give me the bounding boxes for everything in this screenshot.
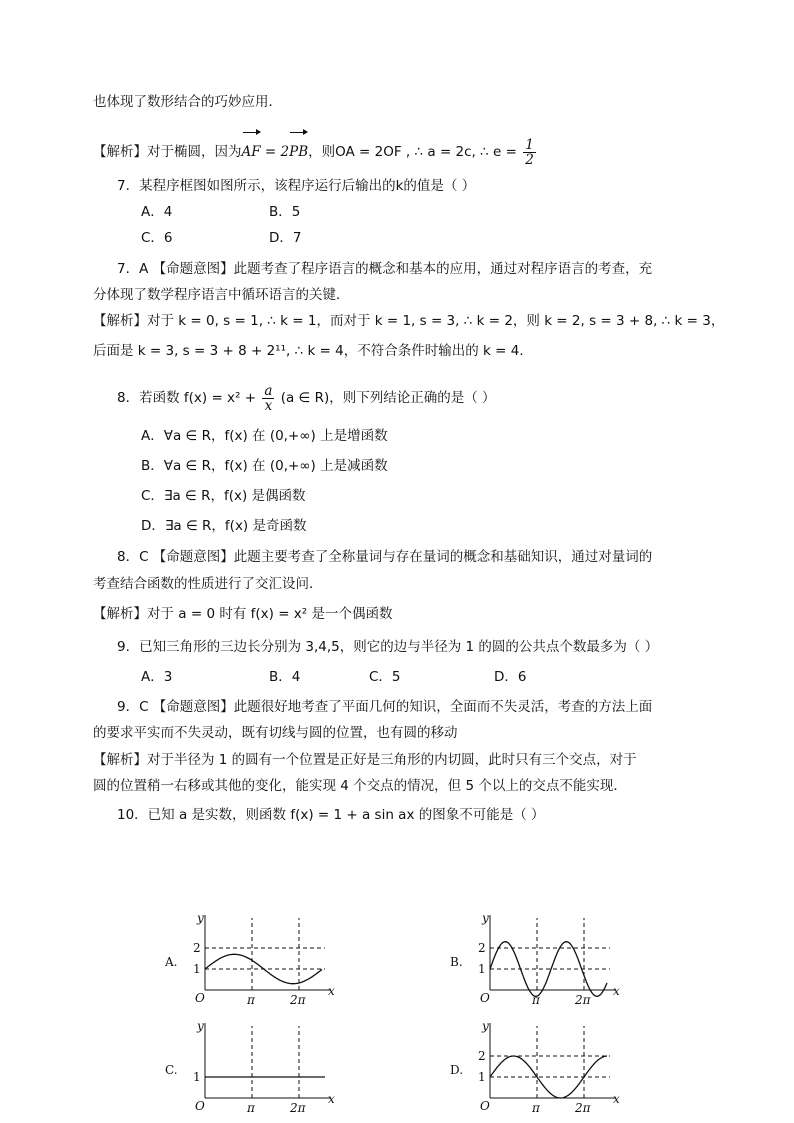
numerator: 1: [525, 136, 534, 153]
x-axis-label: x: [613, 984, 620, 998]
answer-9-analysis-2: 圆的位置稍一右移或其他的变化，能实现 4 个交点的情况，但 5 个以上的交点不能实现．: [93, 778, 627, 794]
origin-label: O: [480, 991, 490, 1005]
q7-option-b: B．5: [269, 204, 301, 220]
q8-option-a: A．∀a ∈ R，f(x) 在 (0,+∞) 上是增函数: [141, 428, 388, 444]
graph-label: A.: [165, 955, 178, 969]
answer-8-analysis: 【解析】对于 a = 0 时有 f(x) = x² 是一个偶函数: [93, 606, 393, 622]
graph-option-c: [160, 1018, 340, 1118]
graph-label: C.: [165, 1063, 178, 1077]
fraction-one-half: [523, 138, 536, 167]
answer-9-analysis-1: 【解析】对于半径为 1 的圆有一个位置是正好是三角形的内切圆，此时只有三个交点，对于: [93, 752, 637, 768]
graph-label: B.: [450, 955, 463, 969]
q8-option-b: B．∀a ∈ R，f(x) 在 (0,+∞) 上是减函数: [141, 458, 388, 474]
denominator: 2: [525, 151, 534, 168]
q8-option-d: D．∃a ∈ R，f(x) 是奇函数: [141, 518, 307, 534]
q7-option-a: A．4: [141, 204, 173, 220]
graph-option-d: [445, 1018, 625, 1118]
fraction-a-over-x: [262, 384, 274, 413]
graph-option-b: [445, 910, 625, 1010]
answer-7-intent-1: 7．A 【命题意图】此题考查了程序语言的概念和基本的应用，通过对程序语言的考查，充: [117, 261, 653, 277]
analysis-ellipse: [93, 132, 538, 172]
tick-label-1: 1: [193, 962, 201, 976]
q9-option-c: C．5: [369, 669, 401, 685]
tick-label-pi: π: [247, 993, 255, 1007]
y-axis-label: y: [482, 911, 489, 925]
answer-8-intent-1: 8．C 【命题意图】此题主要考查了全称量词与存在量词的概念和基础知识，通过对量词的: [117, 549, 653, 565]
tick-label-2pi: 2π: [290, 993, 306, 1007]
q9-option-d: D．6: [494, 669, 527, 685]
denominator: x: [264, 397, 273, 414]
tick-label-pi: π: [532, 993, 540, 1007]
vector-af: AF: [242, 132, 261, 172]
tick-label-2: 2: [478, 1049, 486, 1063]
tick-label-2pi: 2π: [290, 1101, 306, 1115]
tick-label-1: 1: [193, 1070, 201, 1084]
answer-9-intent-1: 9．C 【命题意图】此题很好地考查了平面几何的知识，全面而不失灵活，考查的方法上面: [117, 699, 653, 715]
x-axis-label: x: [613, 1092, 620, 1106]
tick-label-2pi: 2π: [575, 1101, 591, 1115]
q9-option-b: B．4: [269, 669, 301, 685]
vector-pb: PB: [289, 132, 308, 172]
tick-label-2pi: 2π: [575, 993, 591, 1007]
y-axis-label: y: [482, 1019, 489, 1033]
question-9: 9．已知三角形的三边长分别为 3,4,5，则它的边与半径为 1 的圆的公共点个数最多为（ ）: [117, 639, 659, 655]
tick-label-2: 2: [478, 941, 486, 955]
answer-7-intent-2: 分体现了数学程序语言中循环语言的关键．: [93, 287, 350, 303]
question-8: [117, 378, 496, 418]
text: 8．若函数 f(x) = x² +: [117, 390, 257, 406]
q8-option-c: C．∃a ∈ R，f(x) 是偶函数: [141, 488, 306, 504]
answer-9-intent-2: 的要求平实而不失灵动，既有切线与圆的位置，也有圆的移动: [93, 725, 458, 741]
answer-7-analysis-2: 后面是 k = 3, s = 3 + 8 + 2¹¹, ∴ k = 4，不符合条件时输出的 k = 4．: [93, 343, 533, 359]
text: = 2: [260, 144, 290, 160]
x-axis-label: x: [328, 1092, 335, 1106]
numerator: a: [264, 382, 273, 399]
origin-label: O: [195, 991, 205, 1005]
question-10: 10．已知 a 是实数，则函数 f(x) = 1 + a sin ax 的图象不可能是（ ）: [117, 807, 545, 823]
answer-7-analysis-1: 【解析】对于 k = 0, s = 1, ∴ k = 1，而对于 k = 1, s = 3, ∴ k = 2，则 k = 2, s = 3 + 8, ∴ k = 3，: [93, 313, 725, 329]
origin-label: O: [195, 1099, 205, 1113]
tick-label-2: 2: [193, 941, 201, 955]
q7-option-c: C．6: [141, 230, 173, 246]
text: (a ∈ R)，则下列结论正确的是（ ）: [280, 390, 496, 406]
q7-option-d: D．7: [269, 230, 302, 246]
origin-label: O: [480, 1099, 490, 1113]
tick-label-pi: π: [247, 1101, 255, 1115]
tick-label-1: 1: [478, 962, 486, 976]
graph-option-a: [160, 910, 340, 1010]
text: ，则OA = 2OF , ∴ a = 2c, ∴ e =: [308, 144, 517, 160]
x-axis-label: x: [328, 984, 335, 998]
tick-label-pi: π: [532, 1101, 540, 1115]
y-axis-label: y: [197, 1019, 204, 1033]
graph-label: D.: [450, 1063, 464, 1077]
text-line: 也体现了数形结合的巧妙应用．: [93, 94, 282, 110]
y-axis-label: y: [197, 911, 204, 925]
q9-option-a: A．3: [141, 669, 173, 685]
tick-label-1: 1: [478, 1070, 486, 1084]
answer-8-intent-2: 考查结合函数的性质进行了交汇设问．: [93, 576, 323, 592]
question-7: 7．某程序框图如图所示，该程序运行后输出的k的值是（ ）: [117, 178, 476, 194]
text: 【解析】对于椭圆，因为: [93, 144, 242, 160]
